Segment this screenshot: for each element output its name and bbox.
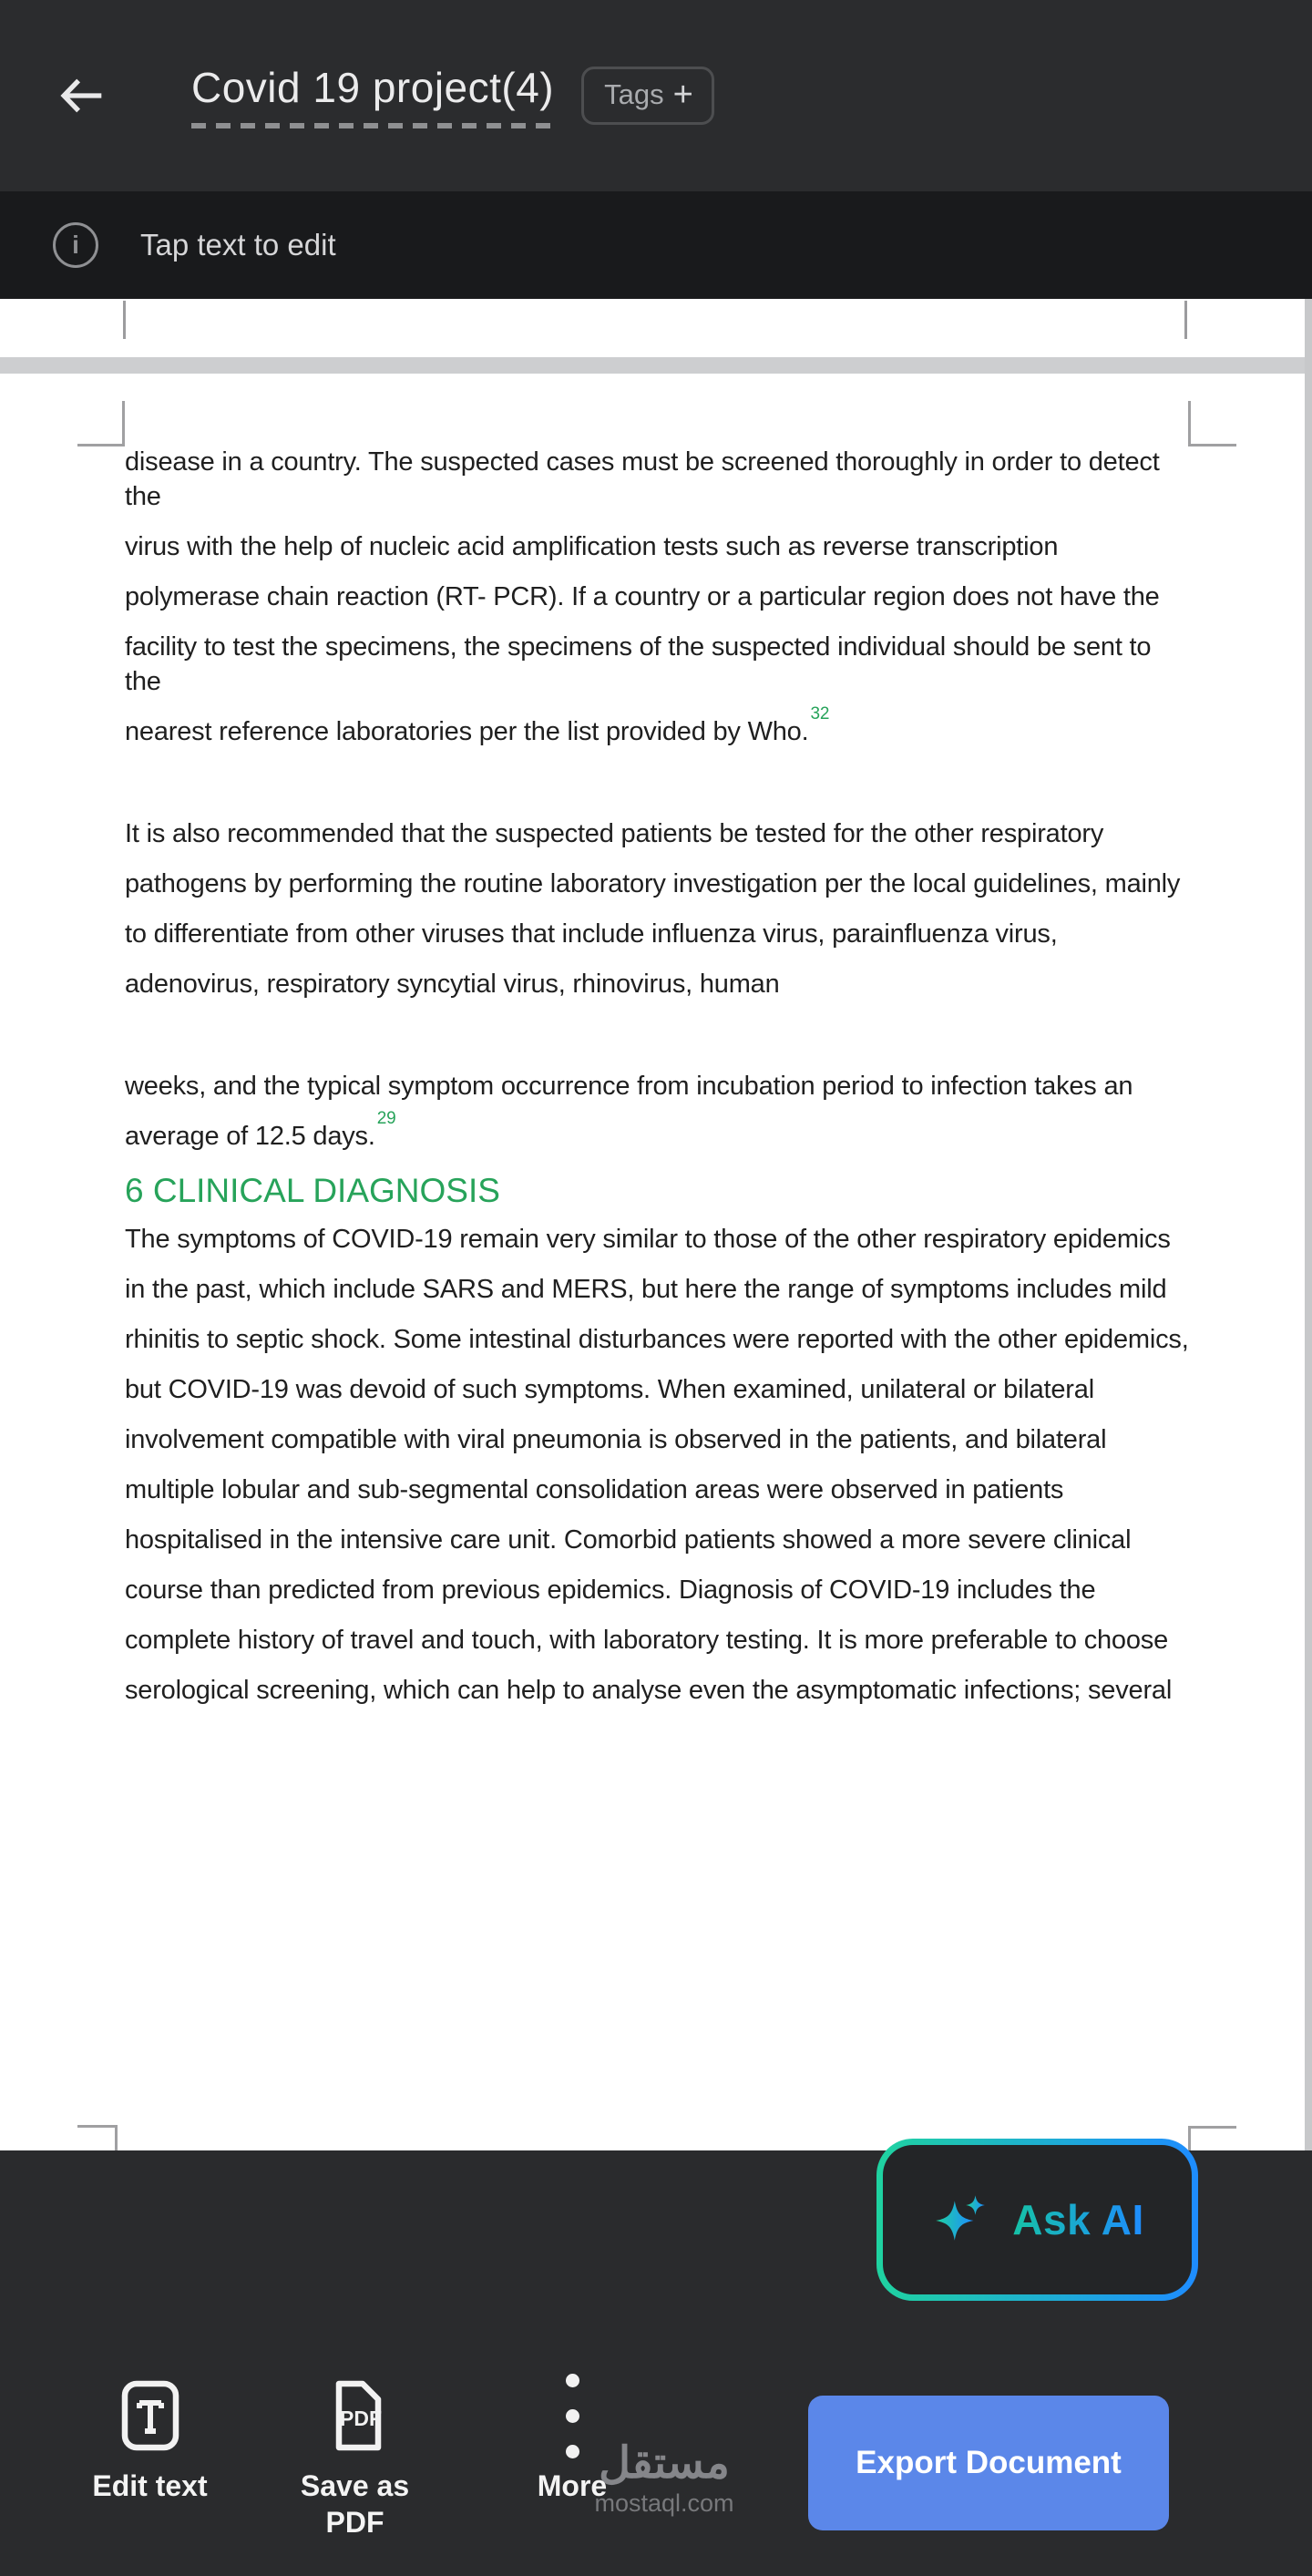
- plus-icon: +: [672, 76, 693, 114]
- save-as-pdf-label: Save as PDF: [300, 2469, 410, 2539]
- document-body[interactable]: [125, 445, 1189, 1723]
- bottom-panel: [0, 2150, 1312, 2576]
- watermark-domain: mostaql.com: [594, 2489, 734, 2517]
- edit-text-label: Edit text: [92, 2469, 208, 2502]
- paragraph[interactable]: average of 12.5 days.$^{29}$: [125, 1109, 396, 1151]
- paragraph[interactable]: hospitalised in the intensive care unit. Comorbid patients showed a more severe clinical: [125, 1525, 1132, 1555]
- paragraph[interactable]: multiple lobular and sub-segmental consolidation areas were observed in patients: [125, 1475, 1064, 1504]
- more-label: More: [537, 2469, 608, 2502]
- top-app-bar: [0, 0, 1312, 191]
- edit-hint-bar: [0, 191, 1312, 299]
- crop-mark-top-right: [1188, 401, 1236, 446]
- previous-page-bottom: [0, 299, 1305, 357]
- watermark-name: مستقل: [599, 2439, 730, 2488]
- paragraph[interactable]: serological screening, which can help to analyse even the asymptomatic infections; several: [125, 1676, 1173, 1705]
- citation-superscript: 32: [810, 704, 830, 724]
- save-as-pdf-button[interactable]: [257, 2378, 453, 2540]
- paragraph[interactable]: course than predicted from previous epidemics. Diagnosis of COVID-19 includes the: [125, 1575, 1096, 1605]
- export-document-button[interactable]: [808, 2396, 1169, 2530]
- paragraph[interactable]: It is also recommended that the suspected patients be tested for the other respiratory: [125, 819, 1104, 848]
- paragraph[interactable]: but COVID-19 was devoid of such symptoms. When examined, unilateral or bilateral: [125, 1375, 1094, 1404]
- ask-ai-button[interactable]: [876, 2139, 1198, 2301]
- crop-mark-bottom-left: [77, 2125, 118, 2150]
- paragraph[interactable]: facility to test the specimens, the specimens of the suspected individual should be sent to the: [125, 632, 1152, 696]
- paragraph[interactable]: disease in a country. The suspected cases must be screened thoroughly in order to detect the: [125, 447, 1160, 511]
- paragraph[interactable]: in the past, which include SARS and MERS, but here the range of symptoms includes mild: [125, 1275, 1167, 1304]
- section-heading[interactable]: 6 CLINICAL DIAGNOSIS: [125, 1172, 500, 1209]
- paragraph[interactable]: to differentiate from other viruses that include influenza virus, parainfluenza virus,: [125, 919, 1058, 949]
- more-button[interactable]: [499, 2378, 645, 2504]
- paragraph[interactable]: nearest reference laboratories per the list provided by Who.$^{32}$: [125, 704, 830, 746]
- paragraph[interactable]: weeks, and the typical symptom occurrence from incubation period to infection takes an: [125, 1072, 1133, 1101]
- edit-hint-text: Tap text to edit: [140, 228, 336, 262]
- vertical-dots-icon: [566, 2374, 579, 2458]
- pdf-file-icon: [325, 2379, 385, 2452]
- document-page: [0, 374, 1305, 2150]
- ask-ai-label: Ask AI: [1012, 2196, 1144, 2243]
- title-dashed-underline: [191, 123, 554, 128]
- paragraph[interactable]: complete history of travel and touch, with laboratory testing. It is more preferable to choose: [125, 1626, 1169, 1655]
- paragraph[interactable]: rhinitis to septic shock. Some intestinal disturbances were reported with the other epidemics,: [125, 1325, 1189, 1354]
- paragraph[interactable]: virus with the help of nucleic acid amplification tests such as reverse transcription: [125, 532, 1059, 561]
- info-icon: i: [53, 222, 98, 268]
- paragraph[interactable]: pathogens by performing the routine laboratory investigation per the local guidelines, mainly: [125, 869, 1181, 898]
- paragraph[interactable]: The symptoms of COVID-19 remain very similar to those of the other respiratory epidemics: [125, 1225, 1171, 1254]
- arrow-left-icon: [54, 67, 110, 124]
- svg-text:PDF: PDF: [339, 2407, 382, 2430]
- tags-button[interactable]: [581, 67, 714, 125]
- sparkles-icon: [930, 2190, 990, 2250]
- crop-mark: [1184, 301, 1187, 339]
- paragraph[interactable]: involvement compatible with viral pneumonia is observed in the patients, and bilateral: [125, 1425, 1107, 1454]
- crop-mark-top-left: [77, 401, 125, 446]
- citation-superscript: 29: [376, 1109, 396, 1129]
- export-document-label: Export Document: [856, 2445, 1122, 2480]
- crop-mark: [123, 301, 126, 339]
- back-button[interactable]: [53, 67, 111, 125]
- paragraph[interactable]: polymerase chain reaction (RT- PCR). If a country or a particular region does not have the: [125, 582, 1160, 611]
- document-title-wrap[interactable]: [191, 63, 554, 128]
- paragraph[interactable]: adenovirus, respiratory syncytial virus, rhinovirus, human: [125, 970, 780, 999]
- text-T-icon: [121, 2380, 179, 2451]
- crop-mark-bottom-right: [1188, 2126, 1236, 2150]
- tags-button-label: Tags: [604, 78, 664, 110]
- document-viewport: [0, 299, 1312, 2150]
- document-title[interactable]: Covid 19 project(4): [191, 64, 555, 111]
- scrollbar[interactable]: [1305, 299, 1312, 2150]
- edit-text-button[interactable]: [56, 2378, 243, 2504]
